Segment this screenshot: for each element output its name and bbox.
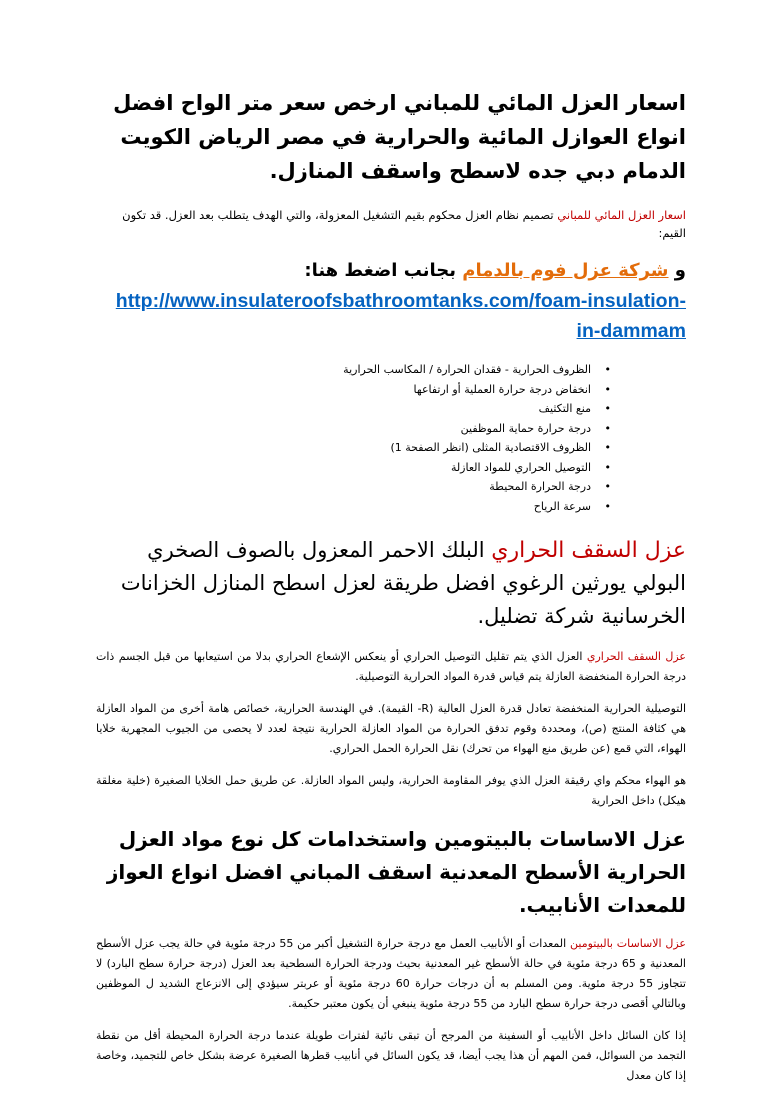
list-item: • الظروف الاقتصادية المثلى (انظر الصفحة 1) (96, 438, 686, 458)
section1-paragraph-1: عزل السقف الحراري العزل الذي يتم تقليل التوصيل الحراري أو ينعكس الإشعاع الحراري بدلا من استيعابها من قبل الجسم ذات درجة الحرارة المنخفضة العازلة يتم قياس قدرة المواد الحرارية التوصيلية. (96, 650, 686, 683)
list-item: • سرعة الرياح (96, 497, 686, 517)
bullet-icon: • (604, 441, 611, 454)
document-page (96, 86, 686, 1098)
list-item: • انخفاض درجة حرارة العملية أو ارتفاعها (96, 380, 686, 400)
section1-paragraph-3: هو الهواء محكم واي رقيقة العزل الذي يوفر المقاومة الحرارية، وليس المواد العازلة. عن طريق حمل الخلايا الصغيرة (خلية مغلقة هيكل) داخل الحرارية (96, 774, 686, 807)
list-item: • منع التكثيف (96, 399, 686, 419)
factors-list (96, 360, 686, 516)
company-link[interactable]: شركة عزل فوم بالدمام (462, 260, 669, 281)
bullet-icon: • (604, 460, 611, 474)
cta-prefix: و (674, 260, 686, 281)
section1-p1-lead: عزل السقف الحراري (586, 650, 686, 663)
section1-lead: عزل السقف الحراري (491, 538, 686, 563)
list-item: • درجة حرارة حماية الموظفين (96, 419, 686, 439)
section1-heading (96, 534, 686, 633)
cta-line (96, 258, 686, 284)
bullet-icon: • (604, 363, 611, 376)
section1-paragraph-2: التوصيلية الحرارية المنخفضة تعادل قدرة العزل العالية (R- القيمة). في الهندسة الحرارية، خصائص هامة أخرى من المواد العازلة هي كثافة المنتج (ص)، ومحددة وقوم تدفق الحرارة من المواد العازلة الحرارية نتيجة لعدد لا يحصى من الجيوب المجهرية خلايا الهواء، التي قمع (عن طريق منع الهواء من تحرك) نقل الحرارة الحمل الحراري. (96, 702, 686, 755)
bullet-icon: • (604, 382, 611, 396)
section2-p1-lead: عزل الاساسات بالبيتومين (570, 937, 687, 950)
list-item: • درجة الحرارة المحيطة (96, 477, 686, 497)
section2-paragraph-1: عزل الاساسات بالبيتومين المعدات أو الأنابيب العمل مع درجة حرارة التشغيل أكبر من 55 درجة مئوية في حالة يجب عزل الأسطح المعدنية و 65 درجة مئوية في حالة الأسطح غير المعدنية بحيث ودرجة الحرارة السطحية بعد العزل (درجة حرارة سطح البارد) لا تتجاوز 55 درجة مئوية. ومن المسلم به أن درجات حرارة 60 درجة مئوية أو عربتر سيؤدي إلى الانزعاج الشديد ل الموظفين وبالتالي أقصى درجة حرارة سطح البارد من 55 درجة مئوية ينبغي أن يكون معتبر حكيمة. (96, 937, 687, 1010)
foam-insulation-link[interactable]: http://www.insulateroofsbathroomtanks.com/foam-insulation-in-dammam (115, 290, 686, 342)
bullet-icon: • (604, 421, 611, 435)
bullet-icon: • (604, 402, 611, 415)
list-item: • الظروف الحرارية - فقدان الحرارة / المكاسب الحرارية (96, 360, 686, 380)
section2-paragraph-2: إذا كان السائل داخل الأنابيب أو السفينة من المرجح أن تبقى نائية لفترات طويلة عندما درجة الحرارة المحيطة أقل من نقطة التجمد من السوائل، فمن المهم أن هذا يجب أيضا، قد يكون السائل في أنابيب قطرها الصغيرة عرضة بشكل خاص للتجميد، وخاصة إذا كان معدل (96, 1029, 686, 1082)
page-title: اسعار العزل المائي للمباني ارخص سعر متر الواح افضل انواع العوازل المائية والحرارية في مصر الرياض الكويت الدمام دبي جده لاسطح واسقف المنازل. (113, 91, 686, 183)
cta-suffix: بجانب اضغط هنا: (304, 260, 456, 281)
intro-paragraph (96, 206, 686, 242)
bullet-icon: • (604, 499, 611, 513)
bullet-icon: • (604, 480, 611, 493)
intro-text: تصميم نظام العزل محكوم بقيم التشغيل المعزولة، والتي الهدف يتطلب بعد العزل. قد تكون القيم: (122, 208, 686, 240)
section2-heading: عزل الاساسات بالبيتومين واستخدامات كل نوع مواد العزل الحرارية الأسطح المعدنية اسقف المباني افضل انواع العواز للمعدات الأنابيب. (106, 827, 686, 917)
intro-lead: اسعار العزل المائي للمباني (557, 208, 686, 222)
list-item: • التوصيل الحراري للمواد العازلة (96, 458, 686, 478)
section1-heading-text: البلك الاحمر المعزول بالصوف الصخري البولي يورثين الرغوي افضل طريقة لعزل اسطح المنازل الخزانات الخرسانية شركة تضليل. (120, 538, 686, 628)
